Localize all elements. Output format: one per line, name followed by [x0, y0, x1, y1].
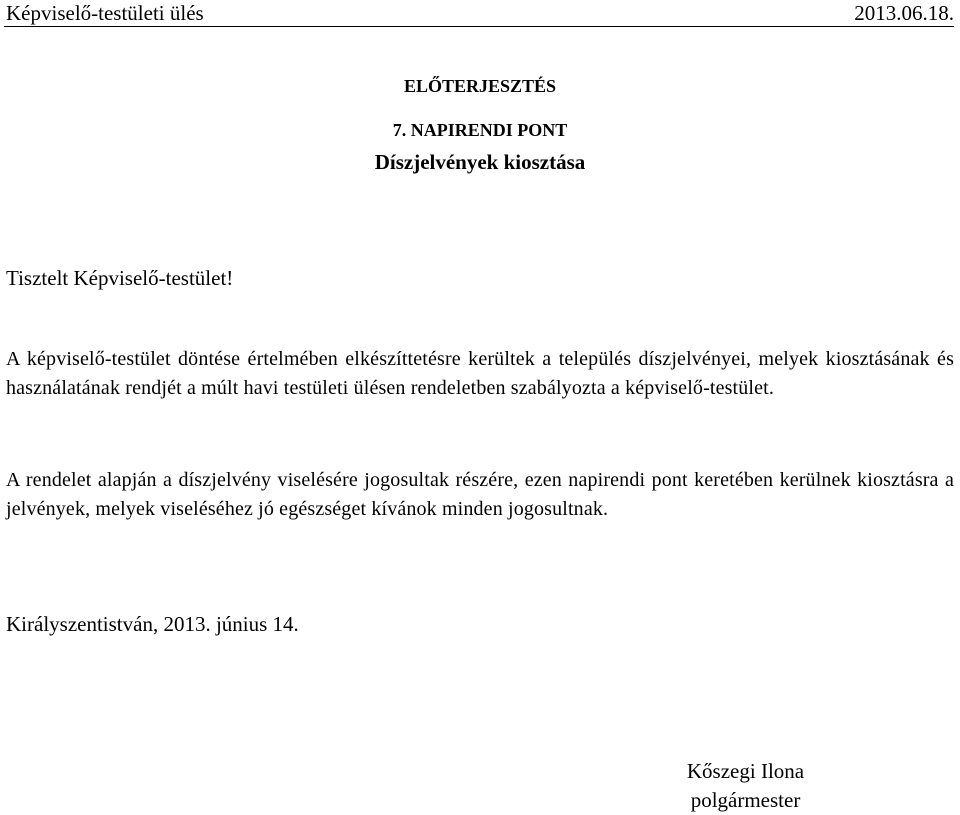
salutation: Tisztelt Képviselő-testület!: [6, 266, 234, 290]
signatory-name: Kőszegi Ilona: [686, 759, 805, 783]
subject-heading: Díszjelvények kiosztása: [374, 150, 586, 174]
place-and-date: Királyszentistván, 2013. június 14.: [6, 612, 299, 636]
page-header: [4, 0, 954, 27]
signature-block: [658, 757, 833, 815]
header-meeting-label: Képviselő-testületi ülés: [6, 1, 204, 25]
header-date: 2013.06.18.: [854, 1, 954, 25]
body-paragraph-2: A rendelet alapján a díszjelvény viselésére jogosultak részére, ezen napirendi pont keretében kerülnek kiosztásra a jelvények, melyek viseléséhez jó egészséget kívánok minden jogosultnak.: [6, 469, 954, 520]
document-type-heading: ELŐTERJESZTÉS: [403, 76, 557, 96]
body-paragraph-1: A képviselő-testület döntése értelmében elkészíttetésre kerültek a település díszjelvényei, melyek kiosztásának és használatának rendjét a múlt havi testületi ülésen rendeletben szabályozta a képviselő-testület.: [6, 348, 954, 399]
signatory-title: polgármester: [690, 788, 801, 812]
agenda-item-heading: 7. NAPIRENDI PONT: [392, 120, 568, 140]
